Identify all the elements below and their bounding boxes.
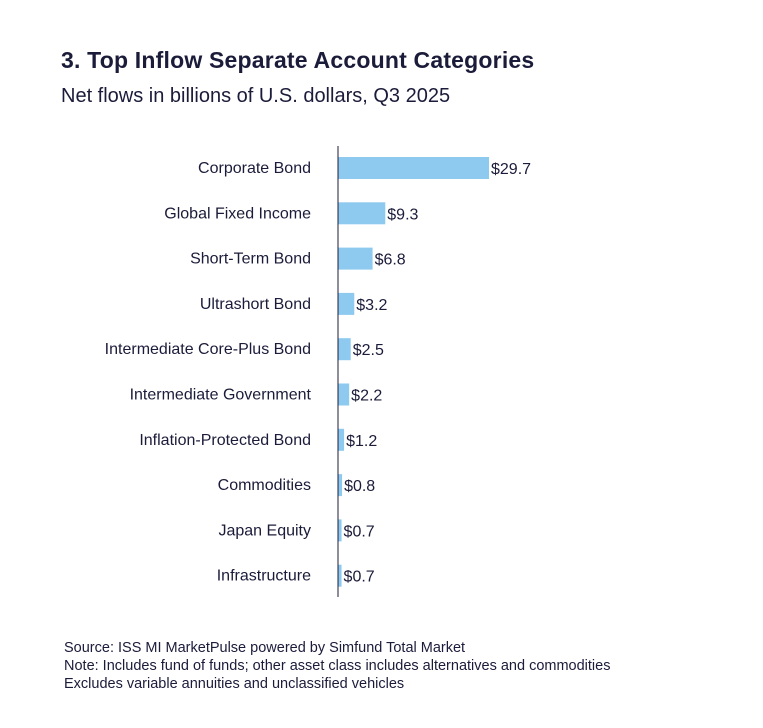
category-label: Short-Term Bond (190, 250, 311, 268)
bar (338, 474, 342, 496)
data-label: $9.3 (387, 206, 419, 224)
data-label: $6.8 (374, 251, 406, 269)
data-label: $1.2 (346, 432, 378, 450)
category-label: Infrastructure (216, 567, 311, 585)
bar (338, 519, 342, 541)
data-label: $0.8 (344, 478, 376, 496)
chart-subtitle: Net flows in billions of U.S. dollars, Q3 2025 (61, 85, 451, 107)
category-label: Intermediate Core-Plus Bond (104, 341, 311, 359)
source-note: Source: ISS MI MarketPulse powered by Simfund Total Market (64, 640, 466, 656)
data-label: $3.2 (356, 296, 388, 314)
data-label: $0.7 (343, 523, 375, 541)
bar (338, 338, 351, 360)
category-label: Japan Equity (218, 522, 311, 540)
footnote: Note: Includes fund of funds; other asset class includes alternatives and commodities (64, 658, 611, 674)
data-label: $2.5 (352, 342, 384, 360)
category-label: Inflation-Protected Bond (139, 431, 311, 449)
category-label: Global Fixed Income (164, 205, 311, 223)
data-label: $2.2 (351, 387, 383, 405)
category-label: Intermediate Government (129, 386, 311, 404)
data-label: $29.7 (491, 161, 532, 178)
bar (338, 384, 349, 406)
category-label: Corporate Bond (198, 160, 311, 177)
bars-layer (105, 157, 531, 587)
category-label: Commodities (217, 477, 311, 495)
exclusion-note: Excludes variable annuities and unclassified vehicles (64, 676, 405, 692)
bar (338, 565, 342, 587)
bar (338, 293, 354, 315)
bar (338, 202, 385, 224)
chart-title: 3. Top Inflow Separate Account Categories (61, 47, 535, 73)
chart-notes (64, 639, 610, 693)
bar (338, 429, 344, 451)
bar (338, 157, 489, 179)
category-label: Ultrashort Bond (199, 295, 311, 313)
bar (338, 248, 373, 270)
data-label: $0.7 (343, 568, 375, 586)
